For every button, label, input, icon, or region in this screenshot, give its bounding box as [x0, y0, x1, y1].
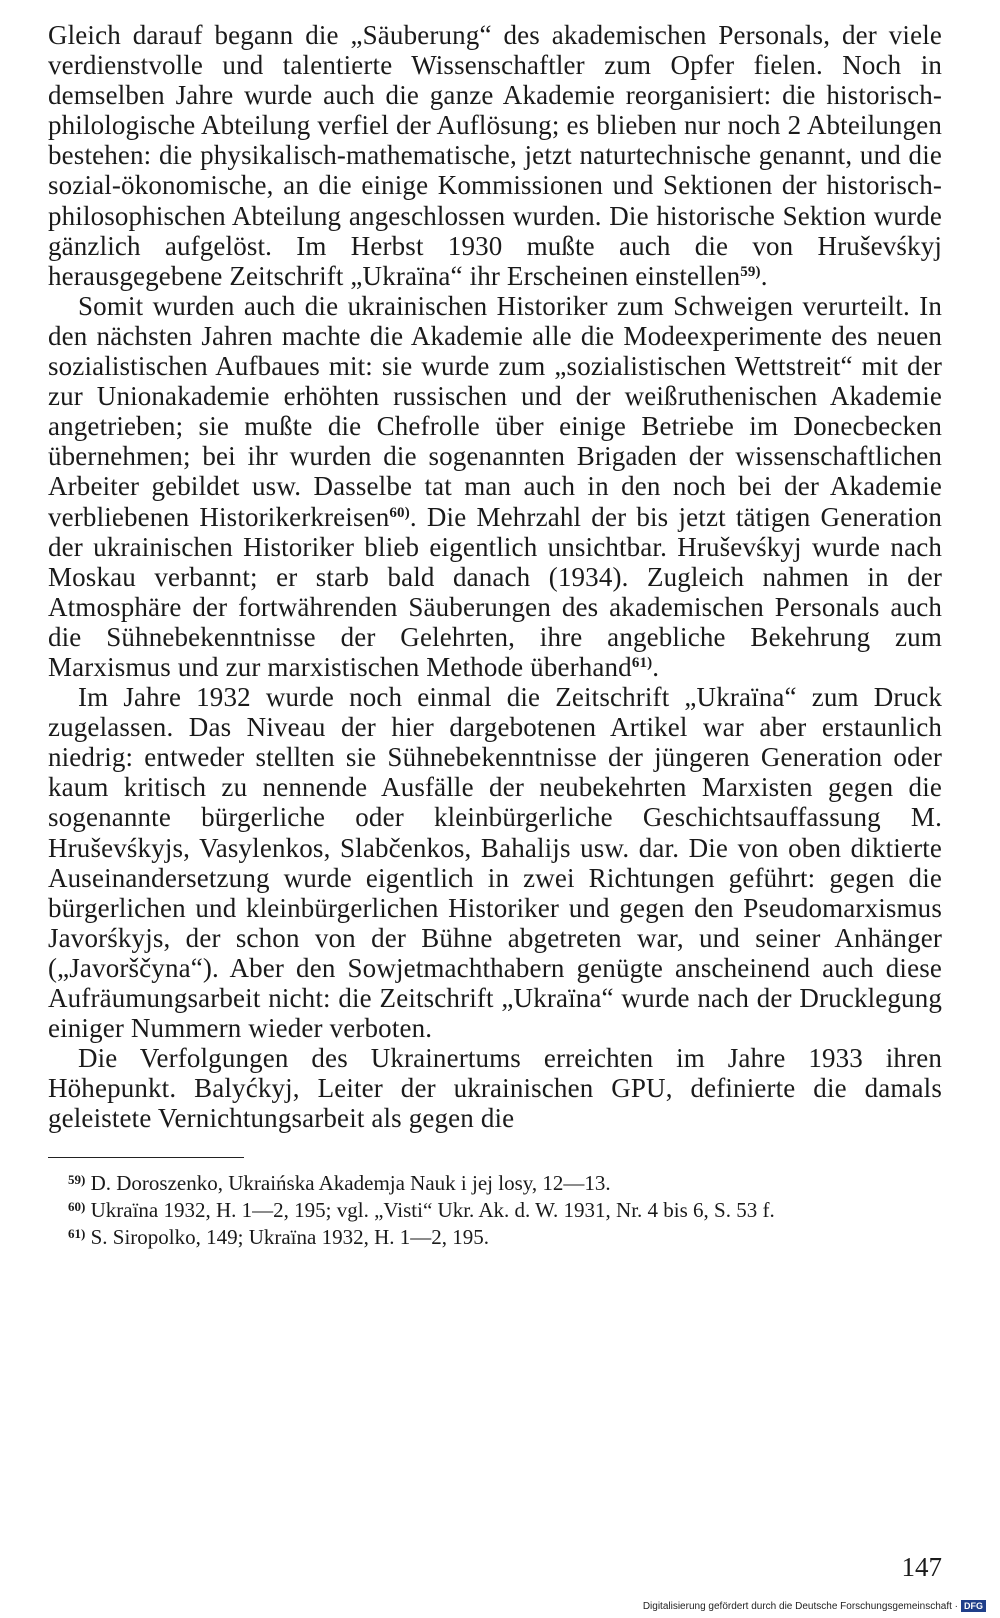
- footnote-number: 61): [68, 1226, 86, 1242]
- paragraph: [48, 291, 942, 682]
- paragraph-text: Die Verfolgungen des Ukrainertums erreichten im Jahre 1933 ihren Höhepunkt. Balyćkyj, Leiter der ukrainischen GPU, definierte die damals geleistete Vernichtungsarbeit als gegen die: [48, 1043, 942, 1134]
- paragraph-text: . Die Mehrzahl der bis jetzt tätigen Generation der ukrainischen Historiker blieb eigentlich unsichtbar. Hruševśkyj wurde nach Moskau verbannt; er starb bald danach (1934). Zugleich nahmen in der Atmosphäre der fortwährenden Säuberungen des akademischen Personals auch die Sühnebekenntnisse der Gelehrten, ihre angebliche Bekehrung zum Marxismus und zur marxistischen Methode überhand: [48, 501, 943, 682]
- footnote-number: 59): [68, 1172, 86, 1188]
- page-number: 147: [901, 1552, 942, 1582]
- main-text: [48, 20, 942, 1133]
- paragraph: [48, 682, 942, 1043]
- paragraph: [48, 20, 942, 291]
- paragraph: [48, 1043, 942, 1133]
- footnote: [48, 1195, 942, 1222]
- paragraph-text: .: [760, 260, 768, 291]
- footnote-divider: [48, 1157, 244, 1158]
- footnote: [48, 1168, 942, 1195]
- credit-text: Digitalisierung gefördert durch die Deutsche Forschungsgemeinschaft ·: [642, 1600, 958, 1612]
- paragraph-text: .: [652, 651, 660, 682]
- page-body: [48, 20, 942, 1249]
- dfg-logo-icon: DFG: [961, 1600, 986, 1612]
- footnote-reference: 59): [740, 263, 761, 280]
- paragraph-text: Somit wurden auch die ukrainischen Historiker zum Schweigen verurteilt. In den nächsten Jahren machte die Akademie alle die Modeexperimente des neuen sozialistischen Aufbaues mit: sie wurde zum „sozialistischen Wettstreit“ mit der zur Unionakademie erhöhten russischen und der weißruthenischen Akademie angetrieben; sie mußte die Chefrolle über einige Betriebe im Donecbecken übernehmen; bei ihr wurden die sogenannten Brigaden der wissenschaftlichen Arbeiter gebildet usw. Dasselbe tat man auch in den noch bei der Akademie verbliebenen Historikerkreisen: [48, 290, 942, 532]
- footnote-text: Ukraïna 1932, H. 1—2, 195; vgl. „Visti“ Ukr. Ak. d. W. 1931, Nr. 4 bis 6, S. 53 f.: [90, 1198, 775, 1223]
- digitization-credit: [643, 1600, 986, 1612]
- footnote-text: S. Siropolko, 149; Ukraïna 1932, H. 1—2, 195.: [90, 1225, 489, 1250]
- footnote-reference: 61): [631, 654, 653, 671]
- paragraph-text: Gleich darauf begann die „Säuberung“ des akademischen Personals, der viele verdienstvolle und talentierte Wissenschaftler zum Opfer fielen. Noch in demselben Jahre wurde auch die ganze Akademie reorganisiert: die historisch-philologische Abteilung verfiel der Auflösung; es blieben nur noch 2 Abteilungen bestehen: die physikalisch-mathematische, jetzt naturtechnische genannt, und die sozial-ökonomische, an die einige Kommissionen und Sektionen der historisch-philosophischen Abteilung angeschlossen wurden. Die historische Sektion wurde gänzlich aufgelöst. Im Herbst 1930 mußte auch die von Hruševśkyj herausgegebene Zeitschrift „Ukraïna“ ihr Erscheinen einstellen: [48, 20, 942, 291]
- footnote-reference: 60): [389, 504, 410, 521]
- footnote: [48, 1222, 942, 1249]
- footnote-number: 60): [68, 1199, 86, 1215]
- footnotes: [48, 1168, 942, 1249]
- footnote-text: D. Doroszenko, Ukraińska Akademja Nauk i jej losy, 12—13.: [90, 1171, 611, 1196]
- paragraph-text: Im Jahre 1932 wurde noch einmal die Zeitschrift „Ukraïna“ zum Druck zugelassen. Das Niveau der hier dargebotenen Artikel war aber erstaunlich niedrig: entweder stellten sie Sühnebekenntnisse der jüngeren Generation oder kaum kritisch zu nennende Ausfälle der neubekehrten Marxisten gegen die sogenannte bürgerliche oder kleinbürgerliche Geschichtsauffassung M. Hruševśkyjs, Vasylenkos, Slabčenkos, Bahalijs usw. dar. Die von oben diktierte Auseinandersetzung wurde eigentlich in zwei Richtungen geführt: gegen die bürgerlichen und kleinbürgerlichen Historiker und gegen den Pseudomarxismus Javorśkyjs, der schon von der Bühne abgetreten war, und seiner Anhänger („Javorščyna“). Aber den Sowjetmachthabern genügte anscheinend auch diese Aufräumungsarbeit nicht: die Zeitschrift „Ukraïna“ wurde nach der Drucklegung einiger Nummern wieder verboten.: [48, 682, 942, 1044]
